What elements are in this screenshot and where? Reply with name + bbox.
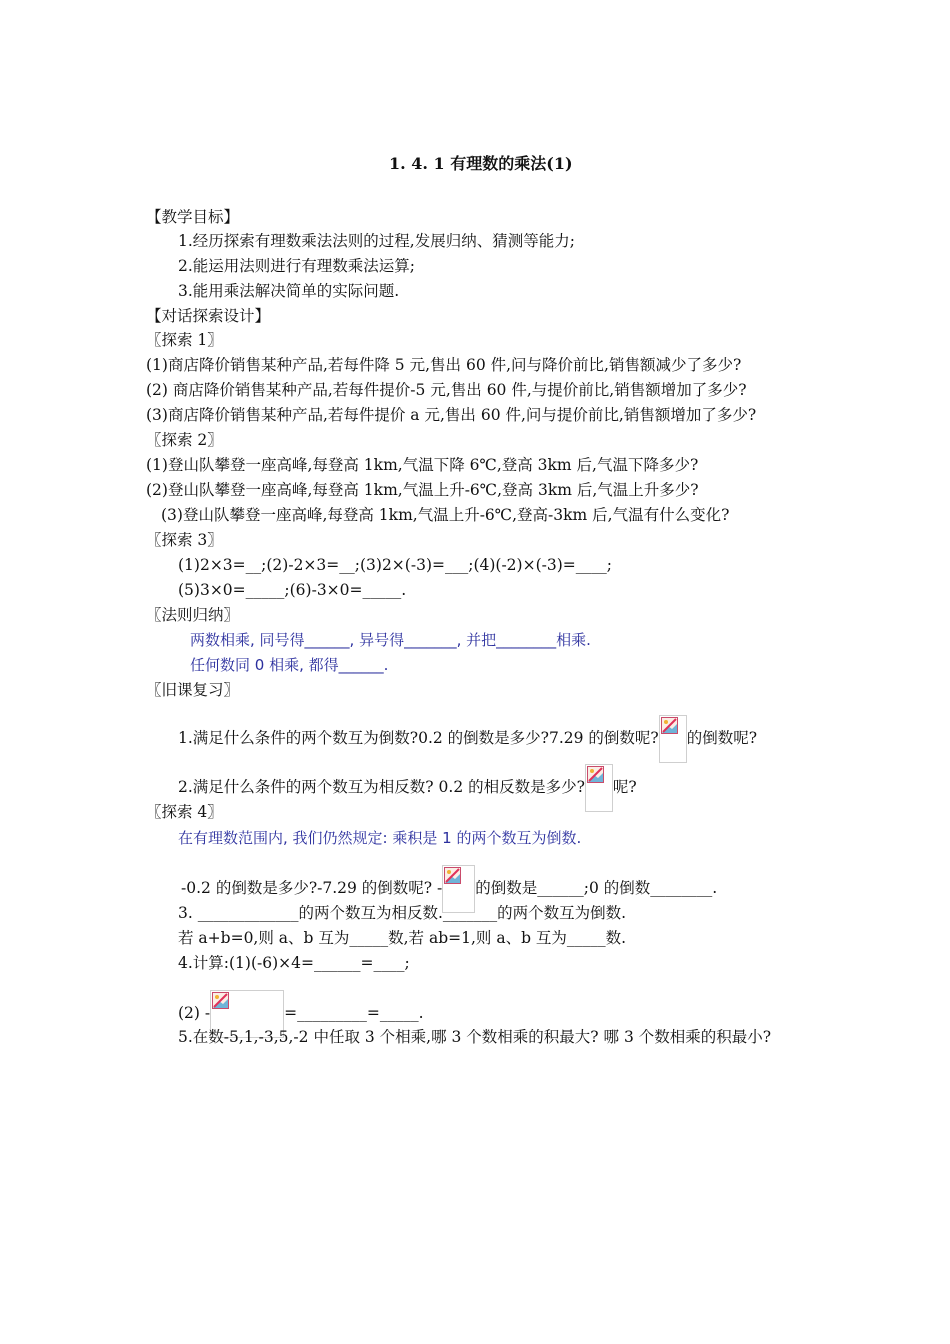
page-title: 1. 4. 1 有理数的乘法(1)	[389, 154, 573, 173]
rules-heading: 〖法则归纳〗	[146, 606, 240, 624]
design-heading: 【对话探索设计】	[146, 307, 271, 325]
review-q2-tail: 呢?	[612, 778, 637, 796]
explore1-item: (2) 商店降价销售某种产品,若每件提价-5 元,售出 60 件,与提价前比,销售额增加了多少?	[146, 381, 747, 399]
explore4-heading: 〖探索 4〗	[146, 803, 223, 821]
explore1-item: (1)商店降价销售某种产品,若每件降 5 元,售出 60 件,问与降价前比,销售额减少了多少?	[146, 356, 742, 374]
explore1-heading: 〖探索 1〗	[146, 331, 223, 349]
explore4-q-post: 的倒数是______;0 的倒数________.	[475, 879, 718, 897]
explore3-heading: 〖探索 3〗	[146, 531, 223, 549]
explore2-item: (3)登山队攀登一座高峰,每登高 1km,气温上升-6℃,登高-3km 后,气温有什么变化?	[161, 506, 730, 524]
explore4-q4b-post: =_________=_____.	[284, 1004, 424, 1022]
review-question-2	[178, 764, 637, 812]
explore4-q3b: 若 a+b=0,则 a、b 互为_____数,若 ab=1,则 a、b 互为_____数.	[178, 929, 627, 947]
goals-heading: 【教学目标】	[146, 208, 240, 226]
explore2-item: (1)登山队攀登一座高峰,每登高 1km,气温下降 6℃,登高 3km 后,气温下降多少?	[146, 456, 699, 474]
explore4-q5: 5.在数-5,1,-3,5,-2 中任取 3 个相乘,哪 3 个数相乘的积最大? 哪 3 个数相乘的积最小?	[178, 1028, 772, 1046]
explore2-item: (2)登山队攀登一座高峰,每登高 1km,气温上升-6℃,登高 3km 后,气温上升多少?	[146, 481, 699, 499]
review-q2-text: 2.满足什么条件的两个数互为相反数? 0.2 的相反数是多少?	[178, 778, 585, 796]
explore4-q3: 3. _____________的两个数互为相反数._______的两个数互为倒数.	[178, 904, 627, 922]
explore4-q-pre: -0.2 的倒数是多少?-7.29 的倒数呢? -	[181, 879, 443, 897]
explore4-rule: 在有理数范围内, 我们仍然规定: 乘积是 1 的两个数互为倒数.	[178, 829, 582, 847]
goal-item: 3.能用乘法解决简单的实际问题.	[178, 282, 400, 300]
rule-item: 两数相乘, 同号得______, 异号得_______, 并把________相乘.	[190, 631, 591, 649]
rule-item: 任何数同 0 相乘, 都得______.	[190, 656, 389, 674]
broken-image-icon	[659, 715, 687, 763]
explore3-item: (5)3×0=_____;(6)-3×0=_____.	[178, 581, 407, 599]
review-question-1	[178, 715, 757, 763]
review-q1-tail: 的倒数呢?	[686, 729, 758, 747]
goal-item: 1.经历探索有理数乘法法则的过程,发展归纳、猜测等能力;	[178, 232, 575, 250]
explore1-item: (3)商店降价销售某种产品,若每件提价 a 元,售出 60 件,问与提价前比,销售额增加了多少?	[146, 406, 757, 424]
review-q1-text: 1.满足什么条件的两个数互为倒数?0.2 的倒数是多少?7.29 的倒数呢?	[178, 729, 659, 747]
broken-image-icon	[585, 764, 613, 812]
explore2-heading: 〖探索 2〗	[146, 431, 223, 449]
review-heading: 〖旧课复习〗	[146, 681, 240, 699]
goal-item: 2.能运用法则进行有理数乘法运算;	[178, 257, 416, 275]
explore3-item: (1)2×3=__;(2)-2×3=__;(3)2×(-3)=___;(4)(-2)×(-3)=____;	[178, 556, 612, 574]
explore4-q4: 4.计算:(1)(-6)×4=______=____;	[178, 954, 410, 972]
explore4-q4b-pre: (2) -	[178, 1004, 211, 1022]
